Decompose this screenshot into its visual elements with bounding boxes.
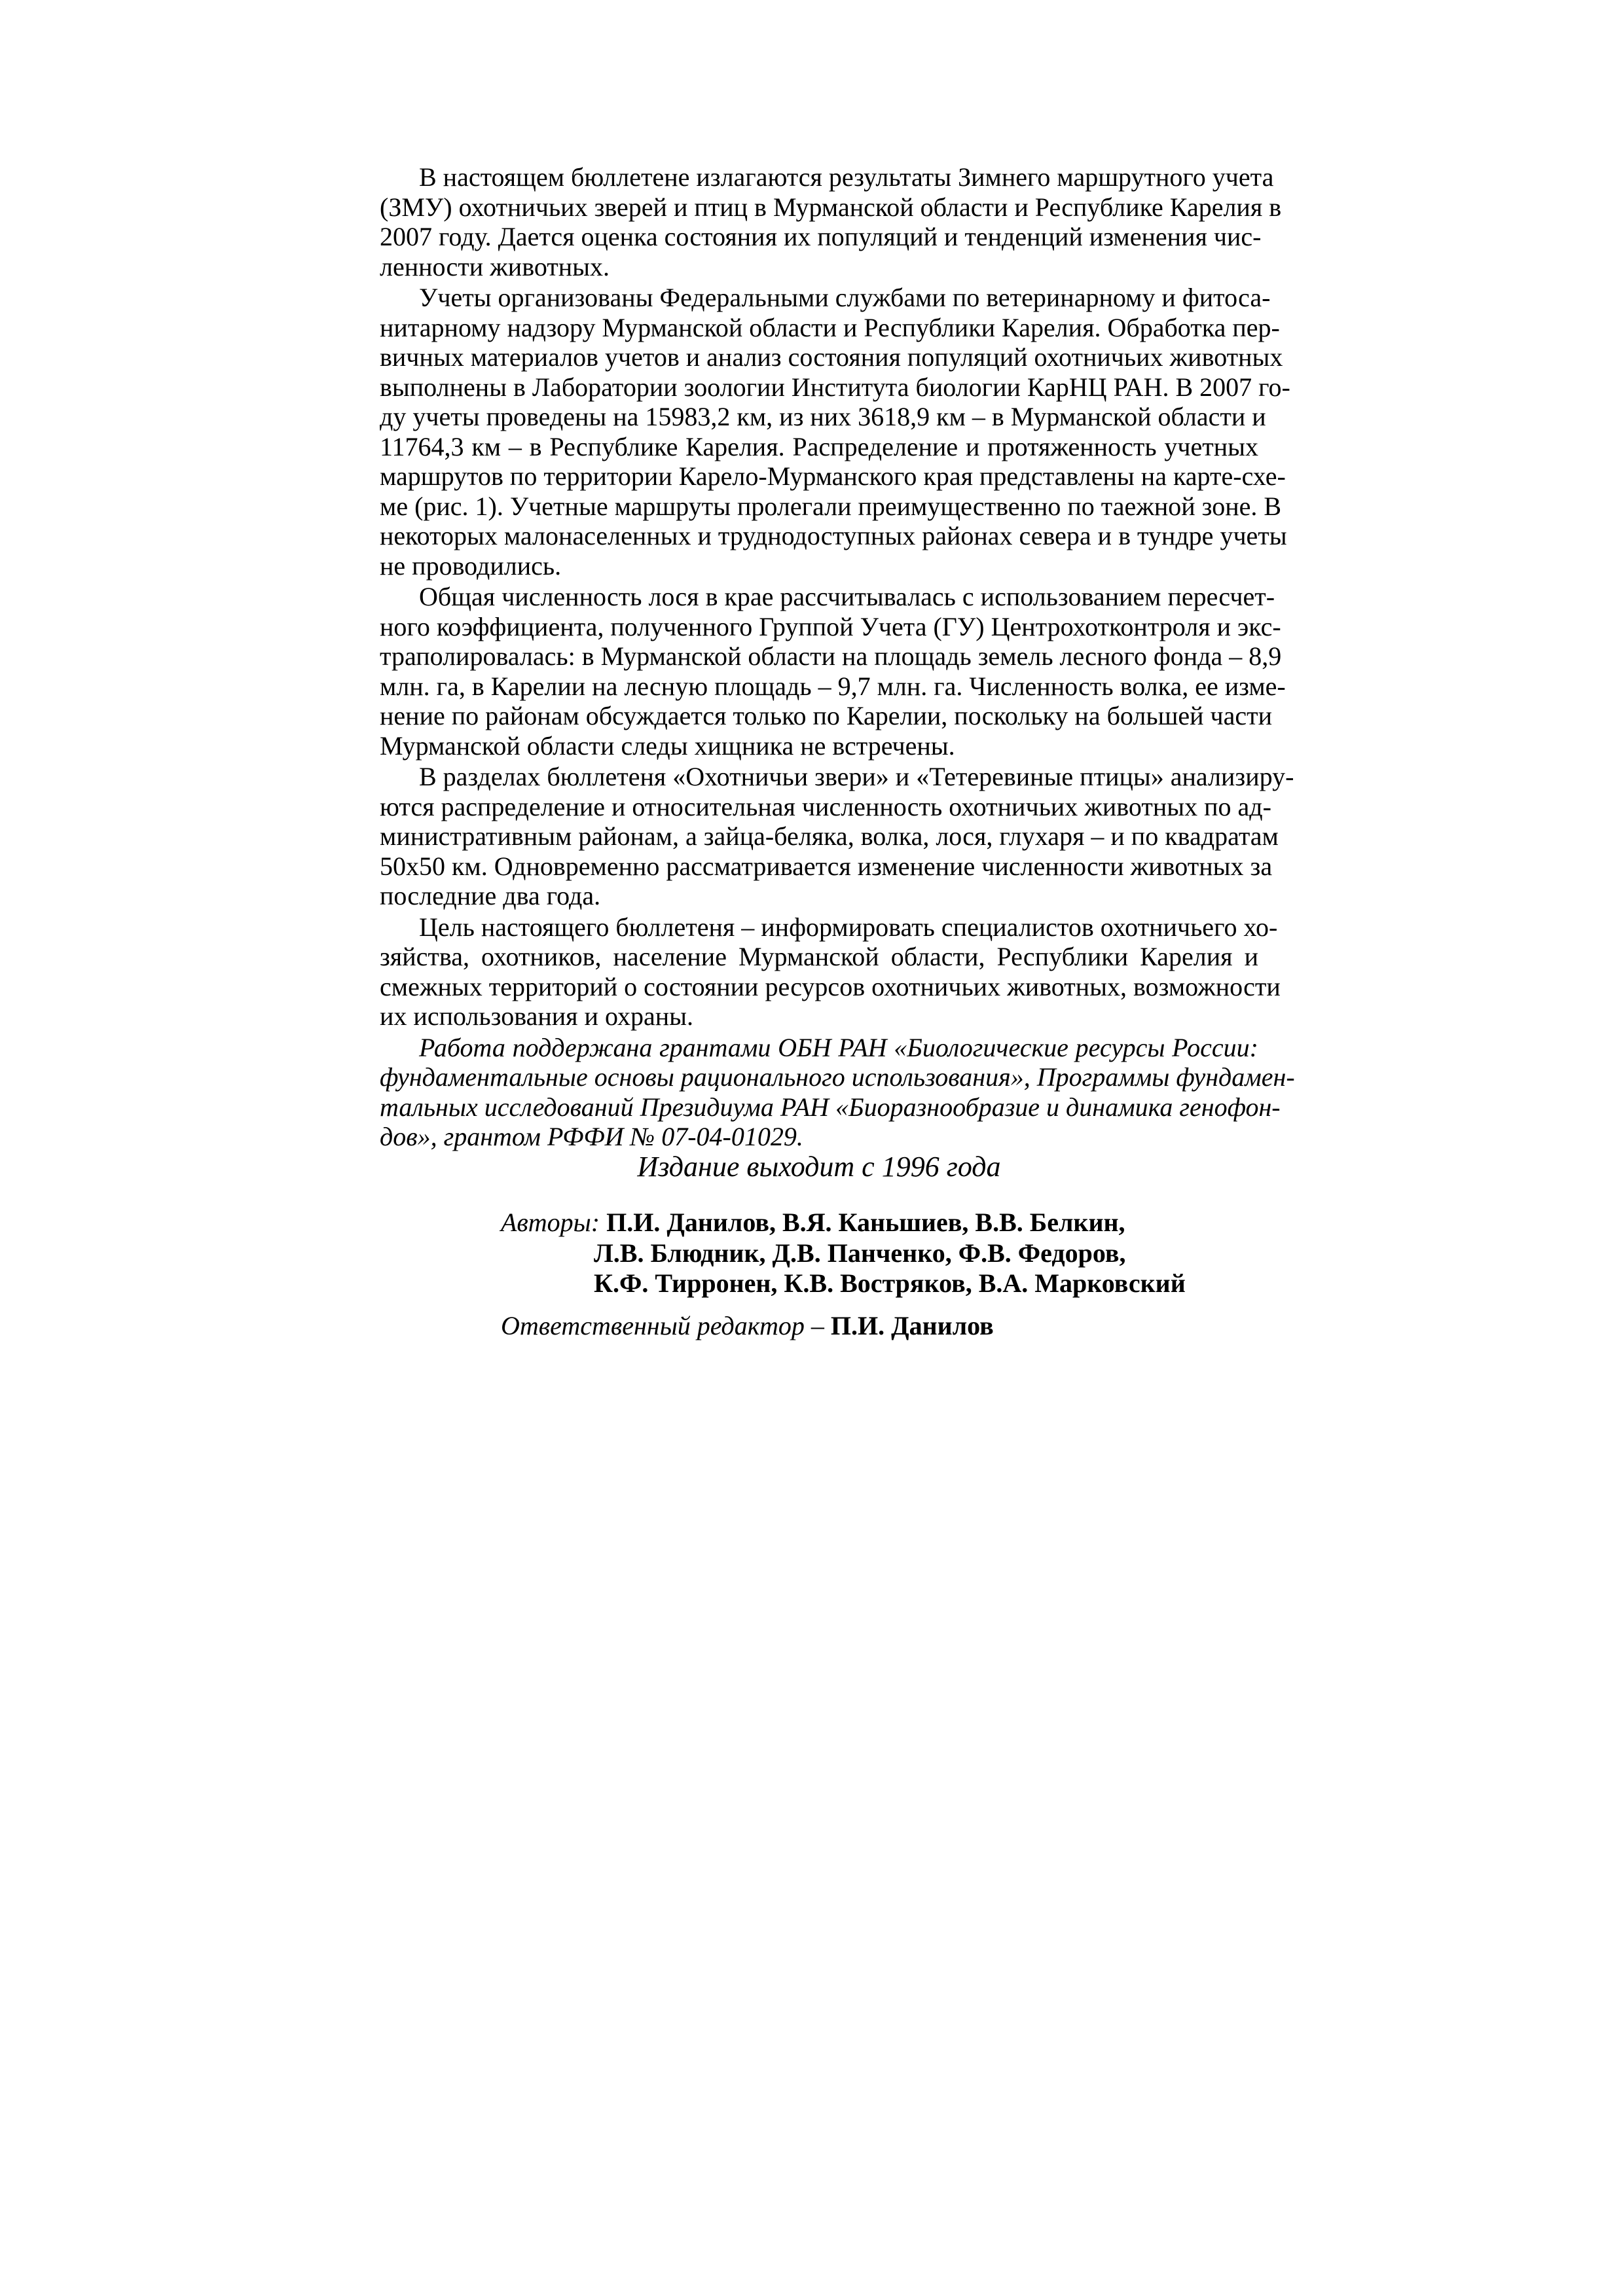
editor-dash: – bbox=[804, 1311, 831, 1340]
text-line: выполнены в Лаборатории зоологии Института биологии КарНЦ РАН. В 2007 го- bbox=[380, 372, 1290, 402]
edition-note: Издание выходит с 1996 года bbox=[637, 1151, 1001, 1183]
editor-block bbox=[501, 1311, 994, 1341]
text-line: Мурманской области следы хищника не встречены. bbox=[380, 730, 955, 761]
editor-label: Ответственный редактор bbox=[501, 1311, 805, 1340]
editor-name: П.И. Данилов bbox=[830, 1311, 994, 1340]
text-line: ме (рис. 1). Учетные маршруты пролегали преимущественно по таежной зоне. В bbox=[380, 491, 1282, 521]
authors-line-1: П.И. Данилов, В.Я. Каньшиев, В.В. Белкин, bbox=[606, 1208, 1125, 1237]
text-line: 50х50 км. Одновременно рассматривается изменение численности животных за bbox=[380, 851, 1273, 881]
text-line: их использования и охраны. bbox=[380, 1001, 693, 1031]
authors-block bbox=[501, 1208, 1186, 1299]
paragraph bbox=[380, 762, 1294, 911]
text-line: Общая численность лося в крае рассчитывалась с использованием пересчет- bbox=[419, 582, 1275, 611]
text-line: маршрутов по территории Карело-Мурманского края представлены на карте-схе- bbox=[380, 461, 1286, 491]
text-line: Работа поддержана грантами ОБН РАН «Биологические ресурсы России: bbox=[419, 1032, 1258, 1062]
text-line: министративным районам, а зайца-беляка, волка, лося, глухаря – и по квадратам bbox=[380, 821, 1279, 851]
authors-line-2: Л.В. Блюдник, Д.В. Панченко, Ф.В. Федоров, bbox=[594, 1238, 1126, 1268]
paragraph bbox=[380, 162, 1282, 281]
text-line: нение по районам обсуждается только по Карелии, поскольку на большей части bbox=[380, 701, 1273, 730]
body-text bbox=[380, 162, 1295, 1153]
text-line: млн. га, в Карелии на лесную площадь – 9,7 млн. га. Численность волка, ее изме- bbox=[380, 671, 1286, 701]
text-line: Учеты организованы Федеральными службами по ветеринарному и фитоса- bbox=[419, 283, 1271, 312]
text-line: Цель настоящего бюллетеня – информировать специалистов охотничьего хо- bbox=[419, 912, 1278, 942]
acknowledgement-paragraph bbox=[380, 1032, 1295, 1152]
text-line: траполировалась: в Мурманской области на площадь земель лесного фонда – 8,9 bbox=[380, 641, 1282, 671]
text-line: некоторых малонаселенных и труднодоступных районах севера и в тундре учеты bbox=[380, 521, 1287, 550]
text-line: смежных территорий о состоянии ресурсов охотничьих животных, возможности bbox=[380, 971, 1281, 1001]
text-line: нитарному надзору Мурманской области и Республики Карелия. Обработка пер- bbox=[380, 312, 1280, 342]
text-line: (ЗМУ) охотничьих зверей и птиц в Мурманской области и Республике Карелия в bbox=[380, 192, 1282, 222]
text-line: 11764,3 км – в Республике Карелия. Распределение и протяженность учетных bbox=[380, 431, 1258, 461]
text-line: вичных материалов учетов и анализ состояния популяций охотничьих животных bbox=[380, 342, 1283, 372]
text-line: ду учеты проведены на 15983,2 км, из них 3618,9 км – в Мурманской области и bbox=[380, 402, 1266, 431]
text-line: ются распределение и относительная численность охотничьих животных по ад- bbox=[380, 791, 1271, 821]
text-line: не проводились. bbox=[380, 550, 562, 581]
paragraph bbox=[380, 283, 1290, 581]
paragraph bbox=[380, 582, 1286, 761]
text-line: ного коэффициента, полученного Группой Учета (ГУ) Центрохотконтроля и экс- bbox=[380, 611, 1281, 641]
text-line: ленности животных. bbox=[380, 251, 610, 281]
text-line: дов», грантом РФФИ № 07-04-01029. bbox=[380, 1122, 803, 1151]
text-line: фундаментальные основы рационального использования», Программы фундамен- bbox=[380, 1062, 1295, 1092]
text-line: 2007 году. Дается оценка состояния их популяций и тенденций изменения чис- bbox=[380, 222, 1262, 251]
authors-line-3: К.Ф. Тирронен, К.В. Востряков, В.А. Марковский bbox=[594, 1268, 1186, 1298]
text-line: В разделах бюллетеня «Охотничьи звери» и «Тетеревиные птицы» анализиру- bbox=[419, 762, 1294, 791]
authors-label: Авторы: bbox=[501, 1208, 600, 1237]
paragraph bbox=[380, 912, 1281, 1031]
text-line: тальных исследований Президиума РАН «Биоразнообразие и динамика генофон- bbox=[380, 1092, 1281, 1122]
text-line: В настоящем бюллетене излагаются результаты Зимнего маршрутного учета bbox=[419, 162, 1274, 192]
text-line: зяйства, охотников, население Мурманской области, Республики Карелия и bbox=[380, 942, 1258, 971]
text-line: последние два года. bbox=[380, 881, 601, 910]
